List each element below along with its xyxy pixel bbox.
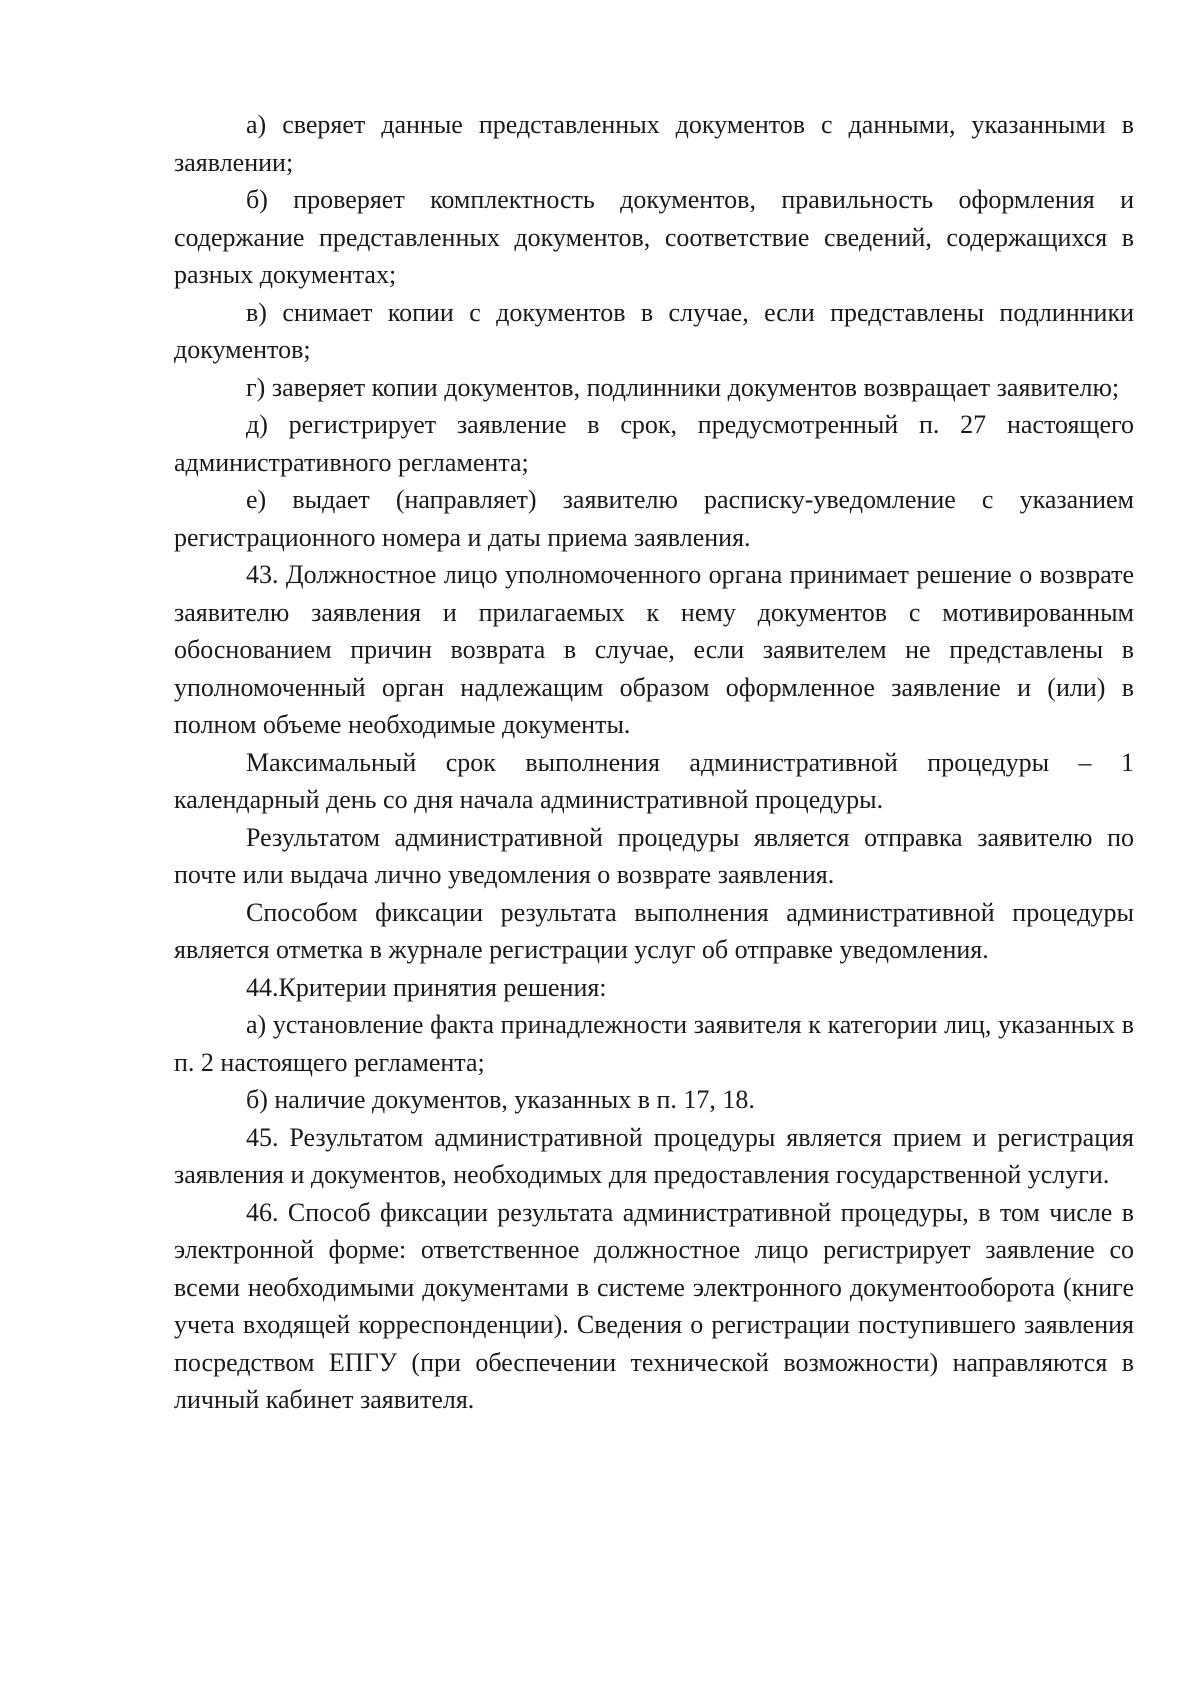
paragraph-43: 43. Должностное лицо уполномоченного органа принимает решение о возврате заявителю заявления и прилагаемых к нему документов с мотивированным обоснованием причин возврата в случае, если заявителем не представлены в уполномоченный орган надлежащим образом оформленное заявление и (или) в полном объеме необходимые документы. bbox=[174, 560, 1134, 739]
paragraph-44-a: а) установление факта принадлежности заявителя к категории лиц, указанных в п. 2 настоящего регламента; bbox=[174, 1010, 1134, 1077]
paragraph-46: 46. Способ фиксации результата административной процедуры, в том числе в электронной форме: ответственное должностное лицо регистрирует заявление со всеми необходимыми документами в системе электронного документооборота (книге учета входящей корреспонденции). Сведения о регистрации поступившего заявления посредством ЕПГУ (при обеспечении технической возможности) направляются в личный кабинет заявителя. bbox=[174, 1197, 1134, 1414]
paragraph-max-term: Максимальный срок выполнения административной процедуры – 1 календарный день со дня начала административной процедуры. bbox=[174, 747, 1134, 814]
paragraph-44-b: б) наличие документов, указанных в п. 17, 18. bbox=[246, 1085, 755, 1114]
paragraph-44: 44.Критерии принятия решения: bbox=[246, 972, 607, 1002]
paragraph-result: Результатом административной процедуры является отправка заявителю по почте или выдача лично уведомления о возврате заявления. bbox=[174, 822, 1134, 889]
paragraph-d-register: д) регистрирует заявление в срок, предусмотренный п. 27 настоящего административного регламента; bbox=[174, 410, 1134, 477]
document-page bbox=[174, 106, 1134, 1419]
paragraph-v-copies: в) снимает копии с документов в случае, если представлены подлинники документов; bbox=[174, 297, 1134, 364]
paragraph-45: 45. Результатом административной процедуры является прием и регистрация заявления и документов, необходимых для предоставления государственной услуги. bbox=[174, 1122, 1134, 1189]
paragraph-b-check: б) проверяет комплектность документов, правильность оформления и содержание представленных документов, соответствие сведений, содержащихся в разных документах; bbox=[174, 185, 1134, 289]
paragraph-e-receipt: е) выдает (направляет) заявителю расписку-уведомление с указанием регистрационного номера и даты приема заявления. bbox=[174, 485, 1134, 552]
paragraph-g-certify: г) заверяет копии документов, подлинники документов возвращает заявителю; bbox=[246, 372, 1120, 402]
paragraph-a-verify: а) сверяет данные представленных документов с данными, указанными в заявлении; bbox=[174, 110, 1134, 177]
paragraph-fixation: Способом фиксации результата выполнения административной процедуры является отметка в журнале регистрации услуг об отправке уведомления. bbox=[174, 897, 1134, 964]
